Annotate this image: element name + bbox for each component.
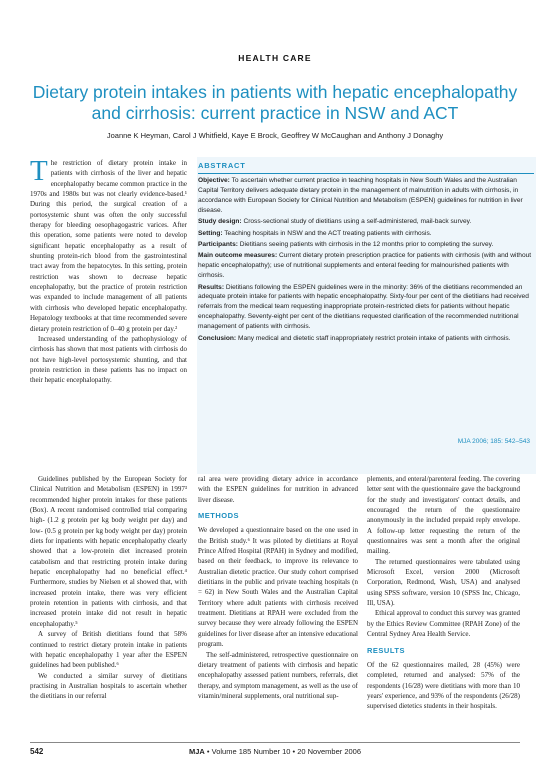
- abstract-item: [198, 240, 532, 250]
- abstract-item-text: Cross-sectional study of dietitians using a self-administered, mail-back survey.: [243, 218, 472, 226]
- body-paragraph: ral area were providing dietary advice in accordance with the ESPEN guidelines for nutrition in advanced liver disease.: [198, 475, 358, 504]
- body-column-1-bottom: [30, 474, 187, 702]
- results-heading: RESULTS: [367, 645, 405, 655]
- body-paragraph: he restriction of dietary protein intake in patients with cirrhosis of the liver and hepatic encephalopathy became common practice in the 1970s and 1980s but was not clearly evidence-based.¹ During this period, the surgical creation of a portosystemic shunt was often the only successful therapy for bleeding oesophagogastric varices. After this operation, some patients were noted to develop significant hepatic encephalopathy as a result of shunting protein-rich blood from the gastrointestinal tract away from the hepatocytes. In this setting, protein restriction was shown to decrease hepatic encephalopathy, but the practice of protein restriction was expanded to include management of all patients with cirrhosis who developed hepatic encephalopathy. Hepatology textbooks at that time recommended severe dietary protein restriction of 0–40 g protein per day.²: [30, 159, 187, 333]
- abstract-label: Participants:: [198, 240, 238, 248]
- article-title: Dietary protein intakes in patients with hepatic encephalopathy and cirrhosis: current practice in NSW and ACT: [32, 82, 518, 123]
- abstract-label: Results:: [198, 283, 225, 291]
- abstract-heading: ABSTRACT: [198, 161, 246, 170]
- body-paragraph: Increased understanding of the pathophysiology of cirrhosis has shown that most patients with cirrhosis do not have high-level portosystemic shunting, and that protein restriction in these patients has no impact on their hepatic encephalopathy.: [30, 334, 187, 385]
- abstract-rule: [198, 173, 534, 174]
- abstract-item-text: To ascertain whether current practice in teaching hospitals in New South Wales and the Australian Capital Territory delivers adequate dietary protein in the management of malnutrition in adults with cirrhosis, in accordance with European Society for Clinical Nutrition and Metabolism (ESPEN) guidelines for nutrition in liver disease.: [198, 177, 523, 214]
- author-list: Joanne K Heyman, Carol J Whitfield, Kaye E Brock, Geoffrey W McCaughan and Anthony J Donaghy: [106, 131, 444, 140]
- body-paragraph: The self-administered, retrospective questionnaire on dietary treatment of patients with cirrhosis and hepatic encephalopathy assessed patient numbers, referrals, diet therapy, and symptom management, as well as the use of vitamin/mineral supplements, oral nutritional sup-: [198, 650, 358, 700]
- journal-footer: [0, 747, 550, 756]
- abstract-label: Setting:: [198, 229, 223, 237]
- abstract-item: [198, 176, 532, 216]
- abstract-label: Conclusion:: [198, 334, 237, 342]
- abstract-item: [198, 229, 532, 239]
- body-paragraph: We developed a questionnaire based on the one used in the British study.⁶ It was piloted by dietitians at Royal Prince Alfred Hospital (RPAH) in Sydney and modified, based on their feedback, to improve its relevance to Australian dietetic practice. Our study cohort comprised dietitians in the public and private teaching hospitals (n = 62) in New South Wales and the Australian Capital Territory where adult patients with cirrhosis received treatment. Dietitians at RPAH were excluded from the survey because they were already following the ESPEN guidelines for liver disease after an intensive educational program.: [198, 526, 358, 649]
- body-paragraph: Of the 62 questionnaires mailed, 28 (45%) were completed, returned and analysed: 57% of the respondents (16/28) were dietitians with more than 10 years' experience, and 93% of the respondents (26/28) supervised dietetics students in their hospitals.: [367, 660, 520, 711]
- body-column-1-top: [30, 155, 187, 386]
- abstract-label: Main outcome measures:: [198, 252, 278, 260]
- body-column-2: [198, 474, 358, 701]
- abstract-item: [198, 251, 532, 281]
- methods-heading: METHODS: [198, 511, 239, 521]
- body-paragraph: Ethical approval to conduct this survey was granted by the Ethics Review Committee (RPAH Zone) of the Central Sydney Area Health Service.: [367, 609, 520, 639]
- body-paragraph: Guidelines published by the European Society for Clinical Nutrition and Metabolism (ESPEN) in 1997³ recommended higher protein intakes for these patients (Box). A recent randomised controlled trial comparing high- (1.2 g protein per kg body weight per day) and low- (0.5 g protein per kg body weight per day) protein diets for inpatients with hepatic encephalopathy clearly showed that a low-protein diet increased protein catabolism and that restricting protein intake during hepatic encephalopathy had no beneficial effect.⁴ Furthermore, studies by Nielsen et al showed that, with increased protein intake, there was very efficient protein retention in patients with cirrhosis, and that increased protein intake did not result in hepatic encephalopathy.⁵: [30, 475, 187, 628]
- abstract-label: Study design:: [198, 218, 242, 226]
- abstract-label: Objective:: [198, 177, 230, 184]
- body-paragraph: The returned questionnaires were tabulated using Microsoft Excel, version 2000 (Microsoft Corporation, Redmond, Wash, USA) and analysed using SPSS software, version 10 (SPSS Inc, Chicago, Ill, USA).: [367, 557, 520, 608]
- section-label: HEALTH CARE: [238, 53, 312, 63]
- abstract-item-text: Many medical and dietetic staff inappropriately restrict protein intake of patients with cirrhosis.: [237, 334, 511, 342]
- separator-bullet: •: [206, 747, 212, 756]
- abstract-item-text: Dietitians following the ESPEN guidelines were in the minority: 36% of the dietitians recommended an adequate protein intake for patients with hepatic encephalopathy. Sixty-four per cent of the dietitians had received referrals from the medical team requesting inappropriate protein-restricted diets for patients without hepatic encephalopathy. Seventy-eight per cent of the dietitians requested clarification of the recommended nutritional management of patients with cirrhosis.: [198, 283, 529, 331]
- abstract-text: [198, 176, 532, 345]
- abstract-item-text: Dietitians seeing patients with cirrhosis in the 12 months prior to completing the survey.: [239, 240, 494, 248]
- body-paragraph: plements, and enteral/parenteral feeding. The covering letter sent with the questionnaire gave the background for the study and investigators' contact details, and encouraged the return of the questionnaire anonymously in the included prepaid reply envelope. A follow-up letter requesting the return of the questionnaires was sent a month after the original mailing.: [367, 475, 520, 556]
- page-number: 542: [30, 747, 44, 756]
- journal-issue: Volume 185 Number 10 • 20 November 2006: [211, 747, 362, 756]
- abstract-item-text: Current dietary protein prescription practice for patients with cirrhosis (with and without hepatic encephalopathy); use of nutritional supplements and enteral feeding for malnourished patients with cirrhosis.: [198, 252, 532, 280]
- abstract-citation: MJA 2006; 185: 542–543: [457, 438, 530, 445]
- footer-rule: [30, 742, 520, 743]
- drop-cap: T: [30, 155, 48, 187]
- body-column-3: [367, 474, 520, 712]
- body-paragraph: We conducted a similar survey of dietitians practising in Australian hospitals to ascertain whether the dietitians in our referral: [30, 671, 187, 701]
- abstract-item: [198, 283, 532, 333]
- body-paragraph: A survey of British dietitians found that 58% continued to restrict dietary protein intake in patients with hepatic encephalopathy 1 year after the ESPEN guidelines had been published.⁶: [30, 630, 187, 670]
- journal-name: MJA: [188, 747, 205, 756]
- abstract-item: [198, 334, 532, 344]
- abstract-item: [198, 217, 532, 227]
- abstract-item-text: Teaching hospitals in NSW and the ACT treating patients with cirrhosis.: [224, 229, 432, 237]
